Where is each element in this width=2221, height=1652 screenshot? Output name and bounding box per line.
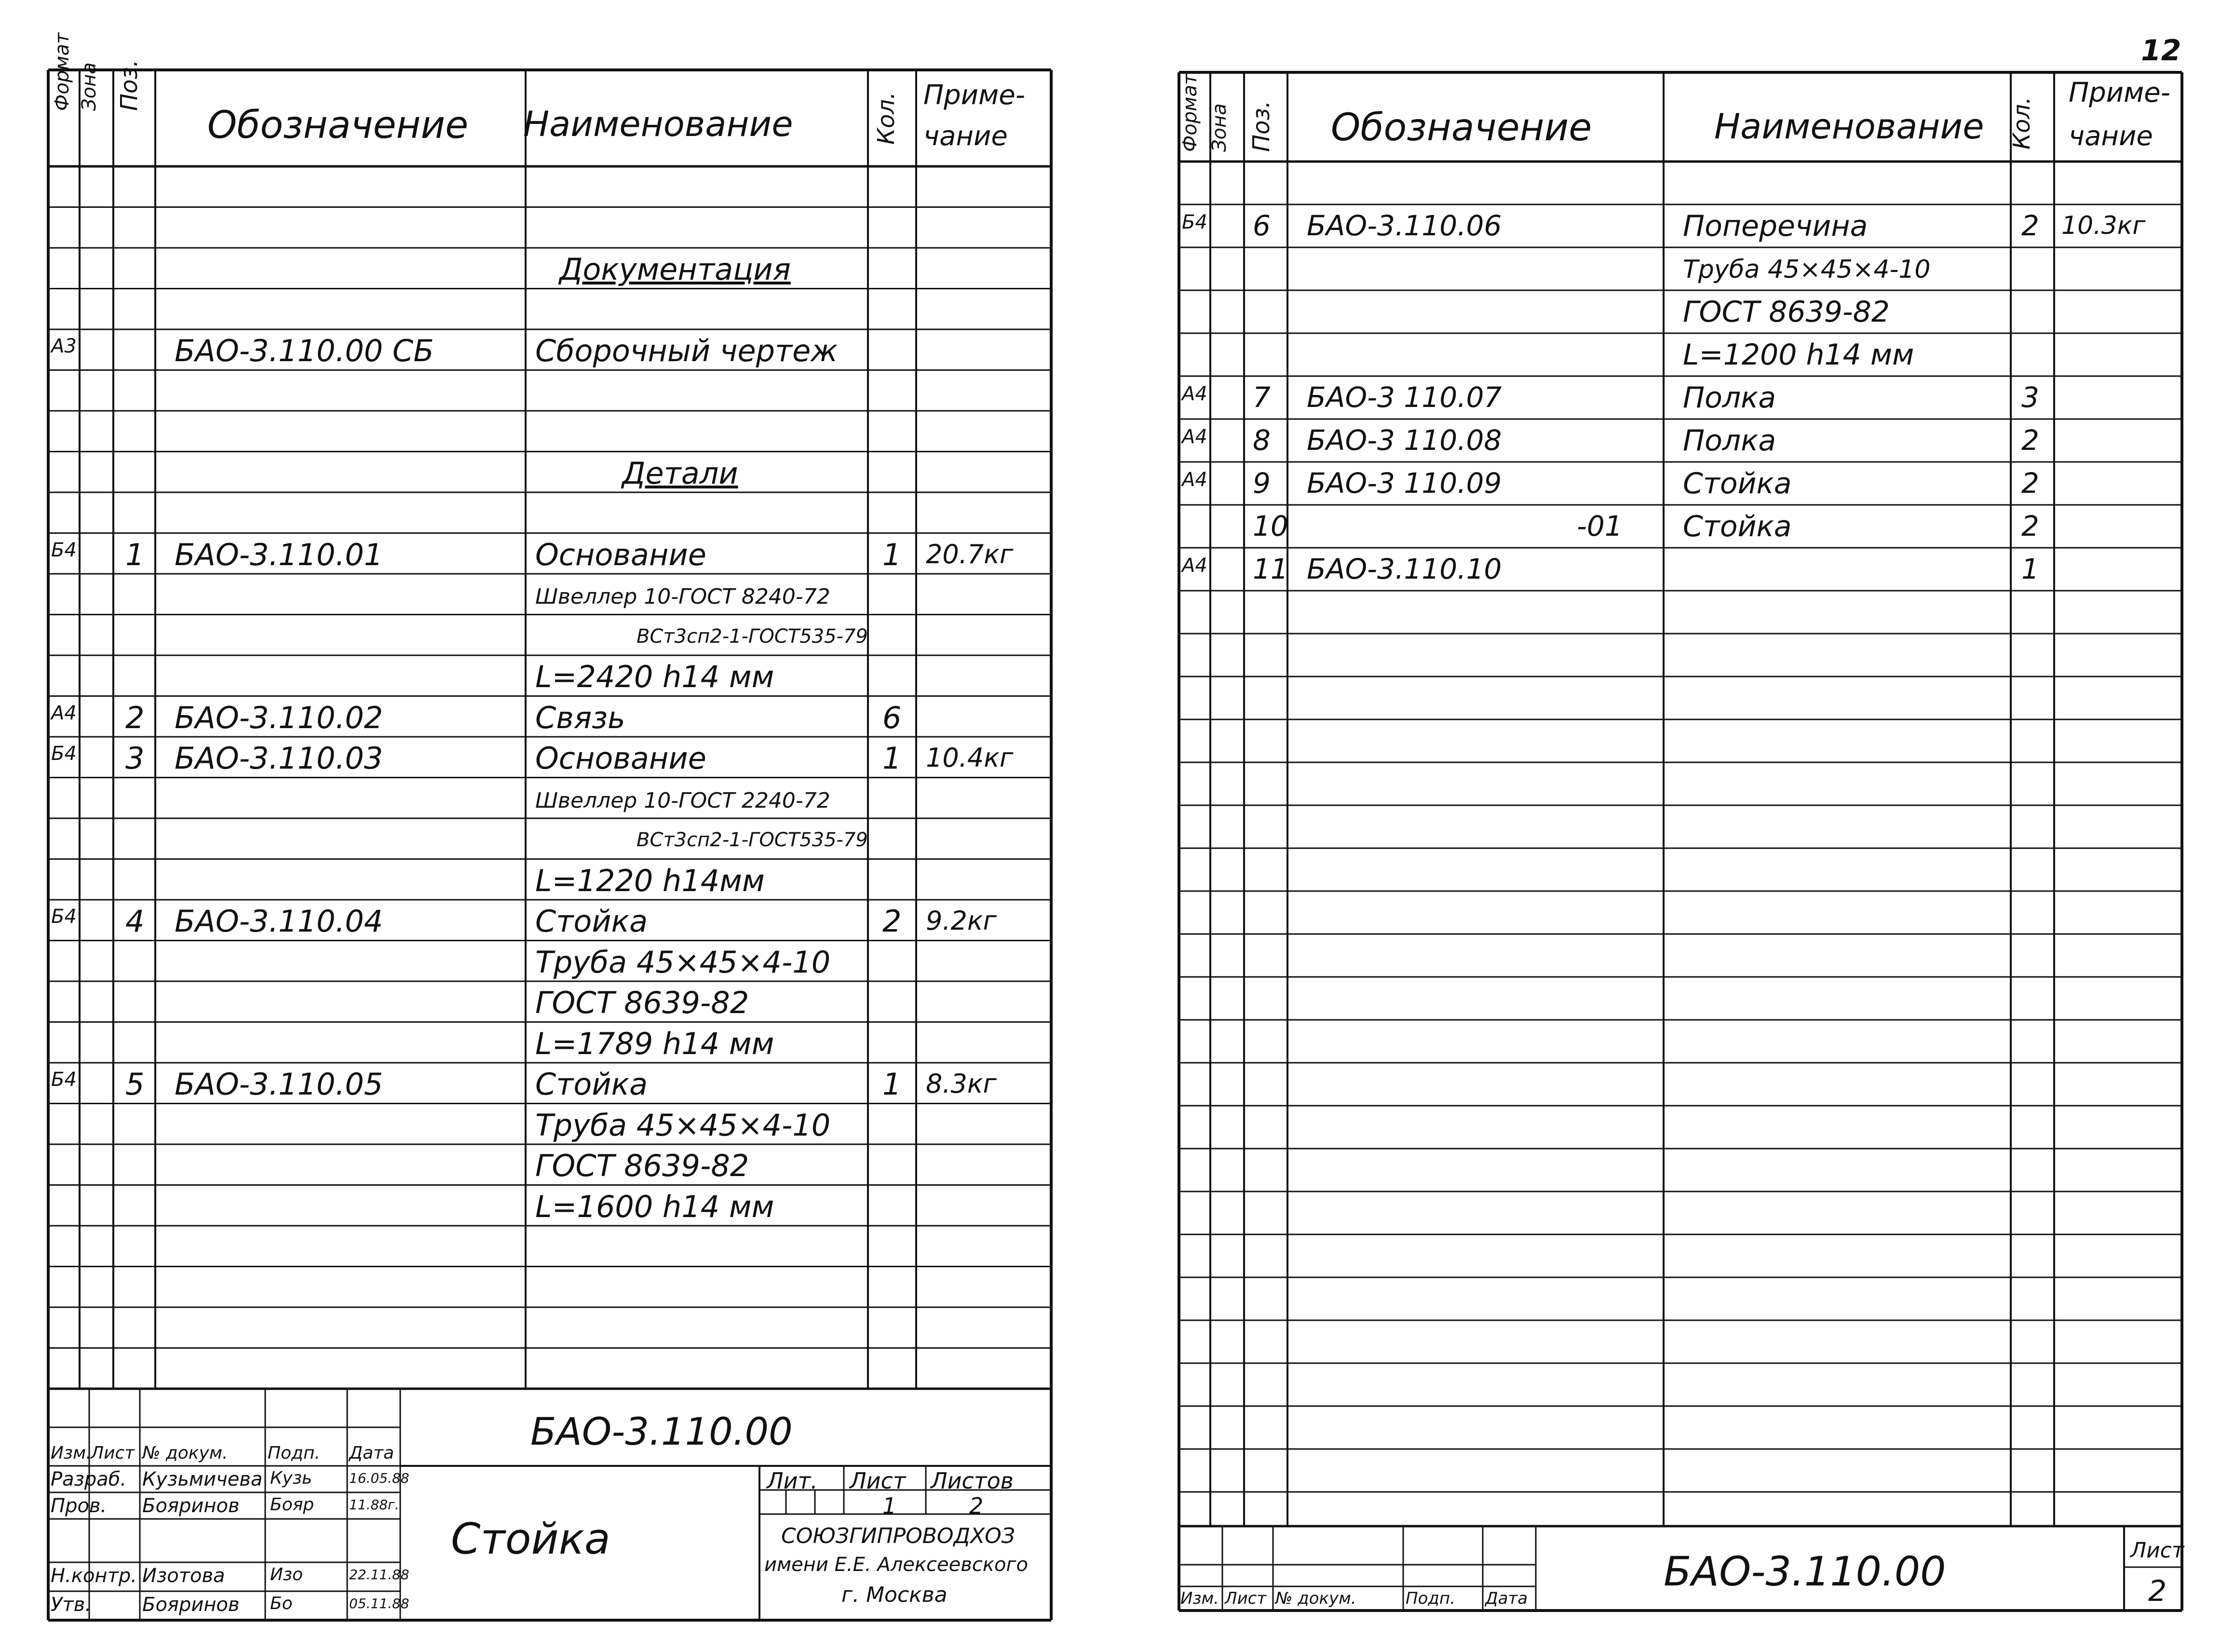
signer-name: Кузьмичева	[142, 1468, 263, 1490]
sheets-value: 2	[969, 1493, 984, 1519]
signer-name: Бояринов	[142, 1495, 240, 1517]
header-note-1: Приме-	[923, 80, 1025, 111]
row-name: ВСт3сп2-1-ГОСТ535-79	[637, 625, 868, 648]
doc-code-2: БАО-3.110.00	[1664, 1548, 1946, 1595]
row-position: 9	[1253, 467, 1271, 500]
row-name: Труба 45×45×4-10	[535, 1107, 831, 1143]
header-note-2: чание	[923, 121, 1008, 152]
row-name: Поперечина	[1683, 209, 1868, 243]
row-position: 11	[1253, 553, 1288, 585]
row-quantity: 1	[882, 741, 902, 776]
row-format: А3	[51, 335, 77, 357]
row-name: ГОСТ 8639-82	[535, 1148, 749, 1183]
row-position: 8	[1253, 424, 1271, 457]
signer-signature: Бо	[270, 1594, 293, 1613]
signer-name: Бояринов	[142, 1594, 240, 1616]
row-name: Стойка	[535, 1067, 648, 1102]
sheet-label-2: Лист	[2130, 1538, 2184, 1563]
row-position: 5	[125, 1067, 145, 1102]
sheet-label: Лист	[850, 1468, 906, 1494]
header-designation: Обозначение	[207, 104, 469, 147]
header-note-2-2: чание	[2069, 121, 2153, 152]
signer-date: 05.11.88	[349, 1596, 409, 1611]
row-quantity: 2	[882, 904, 902, 939]
row-quantity: 2	[2021, 209, 2039, 242]
row-designation: БАО-3.110.04	[175, 904, 383, 939]
row-name: Стойка	[1683, 510, 1792, 543]
row-format: А4	[1182, 555, 1207, 577]
row-name: Основание	[535, 741, 706, 776]
row-note: 10.4кг	[926, 743, 1014, 773]
row-name: L=2420 h14 мм	[535, 659, 774, 694]
signer-signature: Изо	[270, 1565, 303, 1584]
row-name: Документация	[559, 252, 791, 287]
row-format: Б4	[51, 743, 77, 765]
doc-code: БАО-3.110.00	[530, 1410, 793, 1454]
row-position: 10	[1253, 510, 1288, 542]
header-format-2: Формат	[1179, 73, 1201, 152]
lit-label: Лит.	[767, 1468, 818, 1494]
signer-signature: Бояр	[270, 1495, 314, 1515]
row-designation: БАО-3 110.08	[1307, 424, 1502, 457]
page-number: 12	[2141, 34, 2181, 68]
header-designation-2: Обозначение	[1331, 106, 1592, 149]
row-designation: БАО-3.110.01	[175, 537, 383, 572]
sheets-label: Листов	[931, 1468, 1014, 1494]
title-col-header: Дата	[1485, 1589, 1528, 1608]
row-format: А4	[1182, 469, 1207, 491]
row-position: 3	[125, 741, 145, 776]
row-name: Труба 45×45×4-10	[1683, 255, 1931, 284]
row-format: А4	[1182, 426, 1207, 448]
header-pos-2: Поз.	[1248, 100, 1275, 152]
header-qty-2: Кол.	[2008, 96, 2035, 149]
header-qty: Кол.	[873, 92, 900, 145]
title-col-header: Подп.	[1406, 1589, 1455, 1608]
row-position: 1	[125, 537, 145, 572]
row-note: 8.3кг	[926, 1069, 997, 1099]
header-pos: Поз.	[116, 59, 143, 111]
row-name: L=1789 h14 мм	[535, 1026, 774, 1061]
row-designation: БАО-3.110.02	[175, 700, 383, 735]
row-position: 6	[1253, 209, 1271, 242]
row-name: Труба 45×45×4-10	[535, 944, 831, 980]
org-line-2: имени Е.Е. Алексеевского	[764, 1554, 1028, 1576]
title-col-header: № докум.	[142, 1443, 228, 1463]
title-col-header: Лист	[91, 1443, 135, 1463]
title-col-header: Подп.	[268, 1443, 320, 1463]
row-format: Б4	[51, 1069, 77, 1091]
row-name: ВСт3сп2-1-ГОСТ535-79	[637, 829, 868, 851]
row-designation: БАО-3 110.09	[1307, 467, 1502, 500]
row-name: L=1600 h14 мм	[535, 1189, 774, 1224]
row-name: Швеллер 10-ГОСТ 8240-72	[535, 584, 830, 609]
signer-role: Пров.	[51, 1495, 107, 1517]
row-designation: БАО-3.110.00 СБ	[175, 333, 434, 368]
row-quantity: 2	[2021, 424, 2039, 457]
row-designation: БАО-3.110.05	[175, 1067, 383, 1102]
row-name: Основание	[535, 537, 706, 572]
row-designation: БАО-3.110.03	[175, 741, 383, 776]
row-quantity: 3	[2021, 381, 2039, 414]
row-designation: БАО-3.110.10	[1307, 553, 1502, 585]
row-name: L=1220 h14мм	[535, 863, 765, 898]
header-zone: Зона	[78, 62, 100, 111]
row-format: Б4	[51, 906, 77, 928]
header-zone-2: Зона	[1208, 103, 1231, 152]
signer-date: 22.11.88	[349, 1567, 409, 1583]
row-quantity: 2	[2021, 467, 2039, 500]
signer-date: 16.05.88	[349, 1470, 409, 1486]
row-note: 10.3кг	[2061, 211, 2146, 240]
row-name: Полка	[1683, 424, 1776, 458]
sheet-value-2: 2	[2148, 1574, 2167, 1608]
row-name: ГОСТ 8639-82	[1683, 295, 1890, 329]
header-note-2-1: Приме-	[2069, 77, 2170, 108]
title-col-header: Изм.	[51, 1443, 92, 1463]
header-name-2: Наименование	[1714, 106, 1984, 147]
row-note: 20.7кг	[926, 539, 1014, 569]
row-format: А4	[1182, 383, 1207, 405]
row-name: Детали	[622, 455, 738, 491]
row-name: Стойка	[535, 904, 648, 939]
row-quantity: 6	[882, 700, 902, 735]
row-designation: БАО-3.110.06	[1307, 209, 1502, 242]
row-format: Б4	[51, 539, 77, 561]
row-designation: БАО-3 110.07	[1307, 381, 1502, 414]
row-designation: -01	[1577, 510, 1623, 542]
signer-role: Разраб.	[51, 1468, 127, 1490]
header-format: Формат	[51, 32, 73, 111]
row-name: L=1200 h14 мм	[1683, 338, 1914, 372]
title-col-header: № докум.	[1275, 1589, 1356, 1608]
org-line-3: г. Москва	[841, 1583, 948, 1607]
row-name: Связь	[535, 700, 625, 735]
row-quantity: 2	[2021, 510, 2039, 542]
row-format: Б4	[1182, 211, 1207, 233]
signer-date: 11.88г.	[349, 1497, 399, 1513]
row-quantity: 1	[2021, 553, 2039, 585]
row-name: Сборочный чертеж	[535, 333, 838, 368]
row-name: Стойка	[1683, 467, 1792, 501]
org-line-1: СОЮЗГИПРОВОДХОЗ	[781, 1524, 1015, 1548]
row-position: 4	[125, 904, 145, 939]
row-name: Полка	[1683, 381, 1776, 415]
product-name: Стойка	[451, 1514, 610, 1564]
row-quantity: 1	[882, 537, 902, 572]
row-format: А4	[51, 702, 77, 724]
sheet-value: 1	[882, 1493, 897, 1519]
row-note: 9.2кг	[926, 906, 997, 936]
row-name: Швеллер 10-ГОСТ 2240-72	[535, 788, 830, 813]
row-quantity: 1	[882, 1067, 902, 1102]
row-position: 7	[1253, 381, 1271, 414]
row-position: 2	[125, 700, 145, 735]
signer-name: Изотова	[142, 1565, 225, 1587]
title-col-header: Дата	[349, 1443, 394, 1463]
title-col-header: Изм.	[1180, 1589, 1219, 1608]
signer-role: Н.контр.	[51, 1565, 137, 1587]
header-name: Наименование	[523, 104, 793, 144]
signer-signature: Кузь	[270, 1468, 312, 1488]
row-name: ГОСТ 8639-82	[535, 985, 749, 1020]
title-col-header: Лист	[1225, 1589, 1267, 1608]
signer-role: Утв.	[51, 1594, 91, 1616]
